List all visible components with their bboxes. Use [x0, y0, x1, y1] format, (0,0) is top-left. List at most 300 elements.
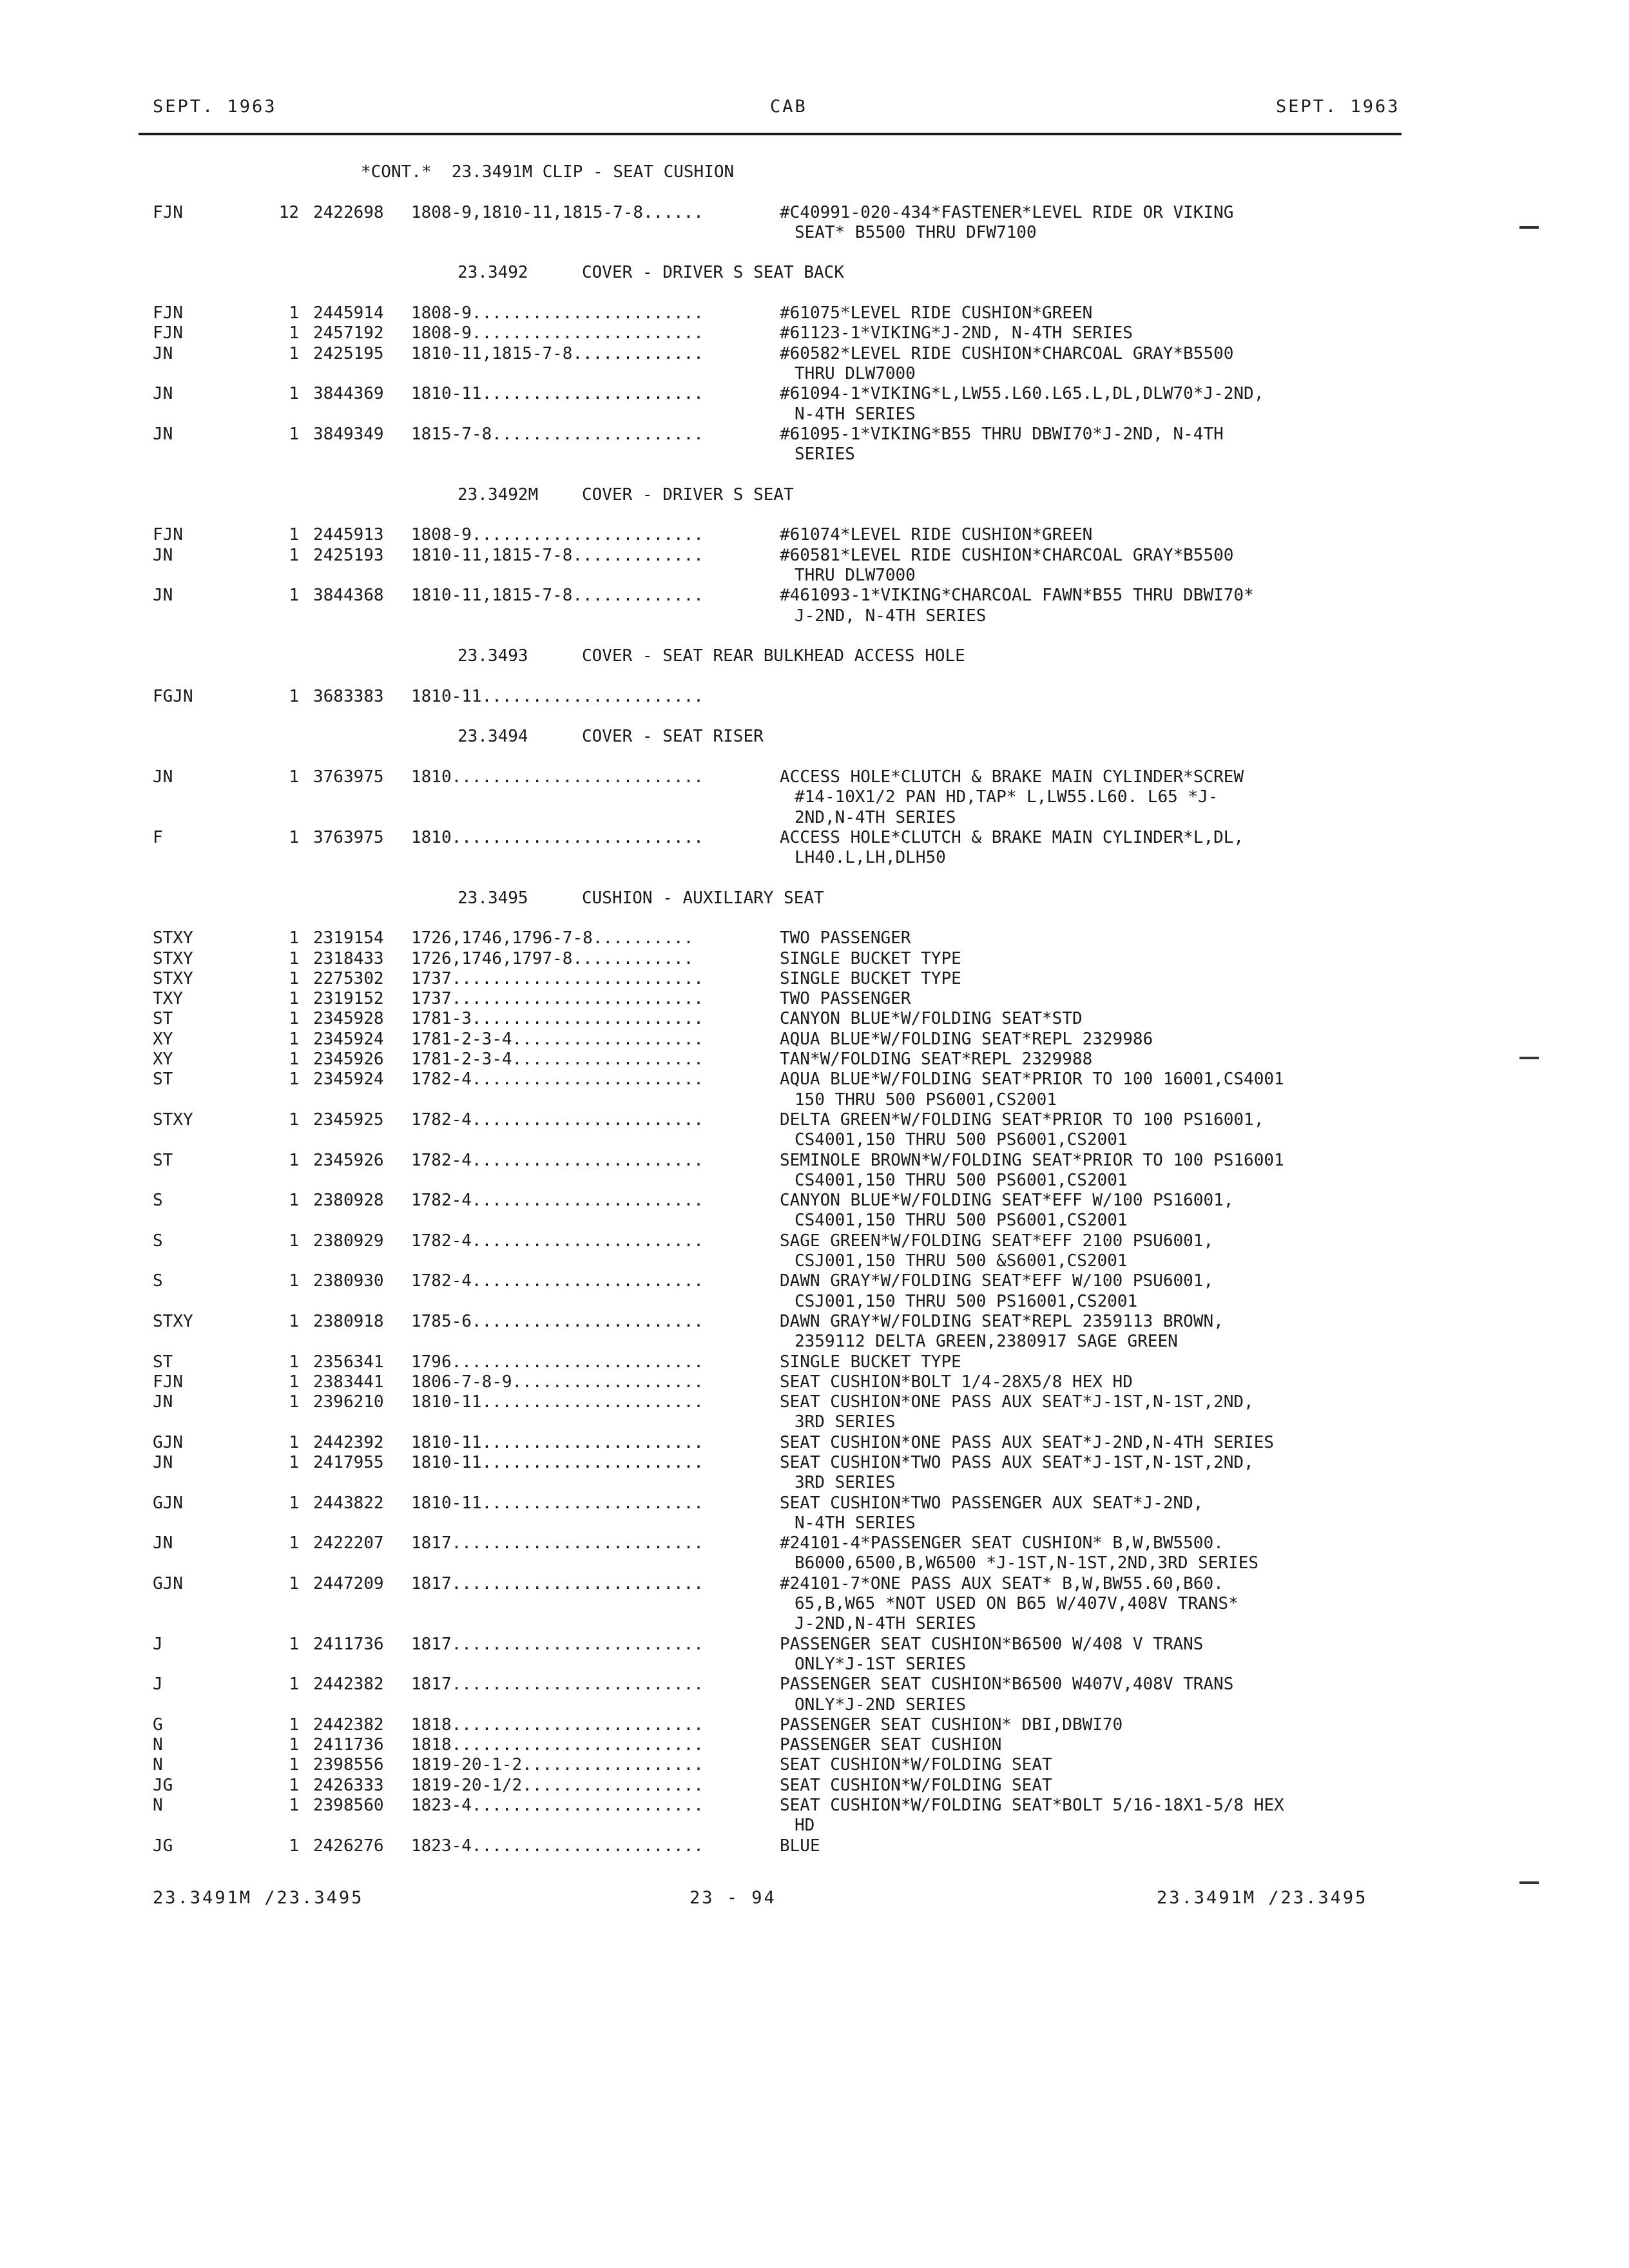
margin-mark — [1519, 1057, 1539, 1059]
description: TWO PASSENGER — [780, 989, 911, 1009]
part-number: 2442392 — [313, 1432, 384, 1452]
quantity: 1 — [289, 1533, 299, 1553]
description: SERIES — [795, 445, 855, 465]
description: AQUA BLUE*W/FOLDING SEAT*PRIOR TO 100 16001,CS4001 — [780, 1070, 1284, 1090]
spacer-row — [0, 666, 1629, 686]
description: #14-10X1/2 PAN HD,TAP* L,LW55.L60. L65 *J- — [795, 787, 1219, 807]
quantity: 1 — [289, 1573, 299, 1593]
description: SEAT CUSHION*TWO PASS AUX SEAT*J-1ST,N-1ST,2ND, — [780, 1453, 1254, 1472]
series-code: S — [153, 1271, 163, 1291]
header-rule — [139, 133, 1402, 135]
description: 3RD SERIES — [795, 1412, 896, 1432]
quantity: 1 — [289, 989, 299, 1009]
spacer-row — [0, 284, 1629, 303]
description: 3RD SERIES — [795, 1473, 896, 1493]
spacer-row — [0, 908, 1629, 928]
part-number: 2380929 — [313, 1231, 384, 1251]
quantity: 1 — [289, 1231, 299, 1251]
table-row-continuation — [0, 445, 1629, 465]
model-range: 1819-20-1/2.................. — [411, 1775, 704, 1795]
model-range: 1808-9....................... — [411, 525, 704, 545]
table-row — [0, 928, 1629, 948]
spacer-row — [0, 707, 1629, 727]
table-row-continuation — [0, 1171, 1629, 1191]
quantity: 1 — [289, 1836, 299, 1856]
part-number: 2426333 — [313, 1775, 384, 1795]
part-number: 2398556 — [313, 1755, 384, 1775]
table-row-continuation — [0, 1130, 1629, 1150]
model-range: 1823-4....................... — [411, 1836, 704, 1856]
table-row — [0, 1755, 1629, 1775]
model-range: 1817......................... — [411, 1634, 704, 1654]
table-row-continuation — [0, 1695, 1629, 1715]
quantity: 1 — [289, 1675, 299, 1695]
description: SEAT CUSHION*W/FOLDING SEAT — [780, 1775, 1052, 1795]
description: BLUE — [780, 1836, 820, 1856]
part-number: 2318433 — [313, 948, 384, 968]
series-code: ST — [153, 1070, 173, 1090]
table-row — [0, 586, 1629, 606]
table-row — [0, 969, 1629, 989]
model-range: 1810-11...................... — [411, 1432, 704, 1452]
model-range: 1808-9....................... — [411, 303, 704, 323]
part-number: 2356341 — [313, 1352, 384, 1372]
table-row — [0, 1533, 1629, 1553]
part-number: 2345926 — [313, 1150, 384, 1170]
description: #24101-4*PASSENGER SEAT CUSHION* B,W,BW5500. — [780, 1533, 1224, 1553]
quantity: 1 — [289, 1715, 299, 1735]
table-row — [0, 1110, 1629, 1130]
series-code: JG — [153, 1836, 173, 1856]
series-code: JG — [153, 1775, 173, 1795]
series-code: FJN — [153, 303, 183, 323]
part-number: 2398560 — [313, 1796, 384, 1816]
table-row-continuation — [0, 1412, 1629, 1432]
description: PASSENGER SEAT CUSHION*B6500 W/408 V TRANS — [780, 1634, 1204, 1654]
description: #60582*LEVEL RIDE CUSHION*CHARCOAL GRAY*B5500 — [780, 343, 1234, 363]
description: CANYON BLUE*W/FOLDING SEAT*STD — [780, 1009, 1083, 1029]
description: SEAT CUSHION*BOLT 1/4-28X5/8 HEX HD — [780, 1372, 1133, 1392]
table-row-continuation — [0, 1553, 1629, 1573]
quantity: 1 — [289, 968, 299, 988]
part-number: 2319152 — [313, 989, 384, 1009]
section-heading — [0, 727, 1629, 747]
description: 150 THRU 500 PS6001,CS2001 — [795, 1090, 1057, 1110]
description: CSJ001,150 THRU 500 PS16001,CS2001 — [795, 1291, 1138, 1311]
model-range: 1818......................... — [411, 1715, 704, 1735]
section-title: COVER - DRIVER S SEAT — [582, 485, 794, 505]
model-range: 1781-2-3-4................... — [411, 1029, 704, 1049]
quantity: 1 — [289, 1775, 299, 1795]
description: SINGLE BUCKET TYPE — [780, 968, 961, 988]
series-code: STXY — [153, 948, 193, 968]
table-row-continuation — [0, 1655, 1629, 1675]
series-code: GJN — [153, 1432, 183, 1452]
part-number: 2445913 — [313, 525, 384, 545]
series-code: ST — [153, 1150, 173, 1170]
table-row — [0, 1271, 1629, 1291]
section-title: COVER - SEAT RISER — [582, 727, 764, 747]
section-title: COVER - DRIVER S SEAT BACK — [582, 263, 844, 283]
model-range: 1810-11...................... — [411, 1493, 704, 1513]
part-number: 2411736 — [313, 1735, 384, 1755]
section-number: 23.3492M — [458, 485, 539, 505]
model-range: 1810......................... — [411, 827, 704, 847]
series-code: FJN — [153, 1372, 183, 1392]
model-range: 1781-2-3-4................... — [411, 1050, 704, 1070]
description: THRU DLW7000 — [795, 565, 916, 585]
part-number: 3844369 — [313, 384, 384, 404]
series-code: JN — [153, 1392, 173, 1412]
part-number: 3844368 — [313, 586, 384, 606]
quantity: 1 — [289, 1050, 299, 1070]
parts-list — [0, 162, 1629, 1876]
section-title: COVER - SEAT REAR BULKHEAD ACCESS HOLE — [582, 646, 965, 666]
table-row — [0, 1453, 1629, 1473]
model-range: 1796......................... — [411, 1352, 704, 1372]
quantity: 1 — [289, 525, 299, 545]
table-row — [0, 1050, 1629, 1070]
part-number: 3849349 — [313, 424, 384, 444]
part-number: 2417955 — [313, 1453, 384, 1472]
part-number: 2443822 — [313, 1493, 384, 1513]
description: #61075*LEVEL RIDE CUSHION*GREEN — [780, 303, 1093, 323]
spacer-row — [0, 465, 1629, 485]
table-row — [0, 1312, 1629, 1332]
description: PASSENGER SEAT CUSHION*B6500 W407V,408V TRANS — [780, 1675, 1234, 1695]
series-code: JN — [153, 767, 173, 787]
part-number: 2445914 — [313, 303, 384, 323]
series-code: JN — [153, 343, 173, 363]
table-row — [0, 1574, 1629, 1594]
series-code: J — [153, 1634, 163, 1654]
table-row-continuation — [0, 1090, 1629, 1110]
model-range: 1810-11,1815-7-8............. — [411, 586, 704, 606]
table-row — [0, 989, 1629, 1009]
table-row-continuation — [0, 808, 1629, 828]
model-range: 1808-9,1810-11,1815-7-8...... — [411, 202, 704, 222]
description: CANYON BLUE*W/FOLDING SEAT*EFF W/100 PS16001, — [780, 1191, 1234, 1211]
page-number: 23 - 94 — [689, 1888, 776, 1908]
spacer-row — [0, 1856, 1629, 1876]
quantity: 1 — [289, 1634, 299, 1654]
description: #461093-1*VIKING*CHARCOAL FAWN*B55 THRU DBWI70* — [780, 586, 1254, 606]
part-number: 2345925 — [313, 1110, 384, 1129]
table-row — [0, 1635, 1629, 1655]
quantity: 1 — [289, 1796, 299, 1816]
table-row — [0, 546, 1629, 566]
series-code: XY — [153, 1050, 173, 1070]
description: DAWN GRAY*W/FOLDING SEAT*REPL 2359113 BROWN, — [780, 1311, 1224, 1331]
table-row-continuation — [0, 566, 1629, 586]
description: SINGLE BUCKET TYPE — [780, 948, 961, 968]
part-number: 2411736 — [313, 1634, 384, 1654]
description: SEAT CUSHION*ONE PASS AUX SEAT*J-2ND,N-4TH SERIES — [780, 1432, 1275, 1452]
model-range: 1818......................... — [411, 1735, 704, 1755]
description: #C40991-020-434*FASTENER*LEVEL RIDE OR VIKING — [780, 202, 1234, 222]
description: 2359112 DELTA GREEN,2380917 SAGE GREEN — [795, 1332, 1178, 1352]
margin-mark — [1519, 1881, 1539, 1884]
description: CS4001,150 THRU 500 PS6001,CS2001 — [795, 1130, 1128, 1150]
model-range: 1823-4....................... — [411, 1796, 704, 1816]
model-range: 1781-3....................... — [411, 1009, 704, 1029]
description: HD — [795, 1816, 815, 1836]
quantity: 1 — [289, 827, 299, 847]
quantity: 1 — [289, 343, 299, 363]
description: #61074*LEVEL RIDE CUSHION*GREEN — [780, 525, 1093, 545]
table-row — [0, 1735, 1629, 1755]
description: N-4TH SERIES — [795, 404, 916, 424]
part-number: 2275302 — [313, 968, 384, 988]
series-code: G — [153, 1715, 163, 1735]
description: #61123-1*VIKING*J-2ND, N-4TH SERIES — [780, 323, 1133, 343]
quantity: 1 — [289, 1755, 299, 1775]
quantity: 1 — [289, 586, 299, 606]
description: SEAT CUSHION*ONE PASS AUX SEAT*J-1ST,N-1ST,2ND, — [780, 1392, 1254, 1412]
description: #60581*LEVEL RIDE CUSHION*CHARCOAL GRAY*B5500 — [780, 545, 1234, 565]
table-row — [0, 1433, 1629, 1453]
footer-range-left: 23.3491M /23.3495 — [153, 1888, 364, 1908]
series-code: N — [153, 1796, 163, 1816]
series-code: JN — [153, 384, 173, 404]
model-range: 1785-6....................... — [411, 1311, 704, 1331]
table-row — [0, 425, 1629, 445]
spacer-row — [0, 747, 1629, 767]
table-row — [0, 1009, 1629, 1029]
model-range: 1782-4....................... — [411, 1271, 704, 1291]
table-row — [0, 203, 1629, 223]
quantity: 1 — [289, 1150, 299, 1170]
quantity: 1 — [289, 323, 299, 343]
table-row-continuation — [0, 1514, 1629, 1533]
model-range: 1810-11,1815-7-8............. — [411, 545, 704, 565]
quantity: 1 — [289, 1372, 299, 1392]
description: ONLY*J-1ST SERIES — [795, 1654, 967, 1674]
header-section: CAB — [770, 97, 807, 117]
description: DELTA GREEN*W/FOLDING SEAT*PRIOR TO 100 PS16001, — [780, 1110, 1264, 1129]
description: LH40.L,LH,DLH50 — [795, 848, 946, 868]
part-number: 2425193 — [313, 545, 384, 565]
table-row — [0, 1151, 1629, 1171]
table-row — [0, 525, 1629, 545]
table-row-continuation — [0, 364, 1629, 384]
quantity: 1 — [289, 1070, 299, 1090]
description: #61094-1*VIKING*L,LW55.L60.L65.L,DL,DLW70*J-2ND, — [780, 384, 1264, 404]
table-row-continuation — [0, 848, 1629, 868]
table-row-continuation — [0, 1211, 1629, 1231]
description: SINGLE BUCKET TYPE — [780, 1352, 961, 1372]
table-row — [0, 1372, 1629, 1392]
quantity: 1 — [289, 1432, 299, 1452]
part-number: 2380918 — [313, 1311, 384, 1331]
quantity: 1 — [289, 384, 299, 404]
part-number: 2442382 — [313, 1675, 384, 1695]
quantity: 1 — [289, 767, 299, 787]
series-code: STXY — [153, 1110, 193, 1129]
quantity: 1 — [289, 424, 299, 444]
table-row — [0, 828, 1629, 848]
quantity: 1 — [289, 1493, 299, 1513]
quantity: 1 — [289, 1352, 299, 1372]
continued-heading: *CONT.* 23.3491M CLIP - SEAT CUSHION — [361, 162, 735, 182]
table-row — [0, 687, 1629, 707]
table-row — [0, 1715, 1629, 1735]
series-code: JN — [153, 545, 173, 565]
series-code: N — [153, 1735, 163, 1755]
description: TWO PASSENGER — [780, 928, 911, 948]
series-code: JN — [153, 1533, 173, 1553]
series-code: FJN — [153, 525, 183, 545]
part-number: 2425195 — [313, 343, 384, 363]
description: #61095-1*VIKING*B55 THRU DBWI70*J-2ND, N-4TH — [780, 424, 1224, 444]
model-range: 1782-4....................... — [411, 1191, 704, 1211]
table-row-continuation — [0, 223, 1629, 243]
model-range: 1810-11...................... — [411, 384, 704, 404]
table-row — [0, 344, 1629, 364]
spacer-row — [0, 868, 1629, 888]
series-code: STXY — [153, 968, 193, 988]
description: ONLY*J-2ND SERIES — [795, 1695, 967, 1715]
table-row-continuation — [0, 787, 1629, 807]
model-range: 1810......................... — [411, 767, 704, 787]
series-code: JN — [153, 424, 173, 444]
description: SEAT CUSHION*TWO PASSENGER AUX SEAT*J-2ND, — [780, 1493, 1204, 1513]
table-row — [0, 1796, 1629, 1816]
quantity: 1 — [289, 1191, 299, 1211]
model-range: 1782-4....................... — [411, 1150, 704, 1170]
table-row-continuation — [0, 1332, 1629, 1352]
table-row — [0, 1776, 1629, 1796]
model-range: 1806-7-8-9................... — [411, 1372, 704, 1392]
description: ACCESS HOLE*CLUTCH & BRAKE MAIN CYLINDER*SCREW — [780, 767, 1244, 787]
quantity: 1 — [289, 1271, 299, 1291]
description: N-4TH SERIES — [795, 1513, 916, 1533]
series-code: GJN — [153, 1493, 183, 1513]
table-row — [0, 1392, 1629, 1412]
model-range: 1817......................... — [411, 1533, 704, 1553]
description: SEAT* B5500 THRU DFW7100 — [795, 222, 1037, 242]
description: #24101-7*ONE PASS AUX SEAT* B,W,BW55.60,B60. — [780, 1573, 1224, 1593]
series-code: STXY — [153, 1311, 193, 1331]
section-heading — [0, 263, 1629, 283]
series-code: F — [153, 827, 163, 847]
series-code: S — [153, 1231, 163, 1251]
table-row — [0, 1352, 1629, 1372]
part-number: 3683383 — [313, 686, 384, 706]
spacer-row — [0, 243, 1629, 263]
series-code: GJN — [153, 1573, 183, 1593]
description: CS4001,150 THRU 500 PS6001,CS2001 — [795, 1211, 1128, 1231]
section-title: CUSHION - AUXILIARY SEAT — [582, 888, 824, 908]
quantity: 1 — [289, 1311, 299, 1331]
model-range: 1810-11...................... — [411, 686, 704, 706]
series-code: ST — [153, 1352, 173, 1372]
table-row — [0, 303, 1629, 323]
part-number: 2380928 — [313, 1191, 384, 1211]
section-number: 23.3495 — [458, 888, 528, 908]
description: SAGE GREEN*W/FOLDING SEAT*EFF 2100 PSU6001, — [780, 1231, 1214, 1251]
table-row-continuation — [0, 606, 1629, 626]
description: SEAT CUSHION*W/FOLDING SEAT — [780, 1755, 1052, 1775]
table-row — [0, 1836, 1629, 1856]
description: J-2ND,N-4TH SERIES — [795, 1614, 976, 1634]
section-number: 23.3493 — [458, 646, 528, 666]
section-heading — [0, 889, 1629, 908]
model-range: 1726,1746,1796-7-8.......... — [411, 928, 694, 948]
description: SEAT CUSHION*W/FOLDING SEAT*BOLT 5/16-18X1-5/8 HEX — [780, 1796, 1284, 1816]
description: J-2ND, N-4TH SERIES — [795, 606, 987, 626]
series-code: JN — [153, 1453, 173, 1472]
series-code: FJN — [153, 323, 183, 343]
description: PASSENGER SEAT CUSHION — [780, 1735, 1002, 1755]
description: 2ND,N-4TH SERIES — [795, 807, 956, 827]
part-number: 2345926 — [313, 1050, 384, 1070]
series-code: J — [153, 1675, 163, 1695]
quantity: 1 — [289, 1029, 299, 1049]
model-range: 1782-4....................... — [411, 1110, 704, 1129]
model-range: 1782-4....................... — [411, 1231, 704, 1251]
quantity: 1 — [289, 545, 299, 565]
model-range: 1808-9....................... — [411, 323, 704, 343]
table-row — [0, 1675, 1629, 1695]
model-range: 1810-11,1815-7-8............. — [411, 343, 704, 363]
table-row — [0, 1494, 1629, 1514]
spacer-row — [0, 626, 1629, 646]
part-number: 2396210 — [313, 1392, 384, 1412]
quantity: 1 — [289, 1392, 299, 1412]
table-row — [0, 1191, 1629, 1211]
series-code: TXY — [153, 989, 183, 1009]
series-code: ST — [153, 1009, 173, 1029]
table-row — [0, 949, 1629, 969]
table-row-continuation — [0, 1292, 1629, 1312]
series-code: N — [153, 1755, 163, 1775]
table-row — [0, 384, 1629, 404]
table-row — [0, 323, 1629, 343]
part-number: 2442382 — [313, 1715, 384, 1735]
part-number: 3763975 — [313, 827, 384, 847]
description: 65,B,W65 *NOT USED ON B65 W/407V,408V TRANS* — [795, 1594, 1239, 1614]
description: PASSENGER SEAT CUSHION* DBI,DBWI70 — [780, 1715, 1123, 1735]
table-row-continuation — [0, 1251, 1629, 1271]
spacer-row — [0, 505, 1629, 525]
part-number: 2447209 — [313, 1573, 384, 1593]
quantity: 1 — [289, 1009, 299, 1029]
quantity: 1 — [289, 1735, 299, 1755]
description: ACCESS HOLE*CLUTCH & BRAKE MAIN CYLINDER*L,DL, — [780, 827, 1244, 847]
description: AQUA BLUE*W/FOLDING SEAT*REPL 2329986 — [780, 1029, 1153, 1049]
header-date-right: SEPT. 1963 — [1276, 97, 1400, 117]
part-number: 2426276 — [313, 1836, 384, 1856]
description: CSJ001,150 THRU 500 &S6001,CS2001 — [795, 1251, 1128, 1271]
model-range: 1810-11...................... — [411, 1453, 704, 1472]
part-number: 3763975 — [313, 767, 384, 787]
model-range: 1737......................... — [411, 968, 704, 988]
series-code: STXY — [153, 928, 193, 948]
description: DAWN GRAY*W/FOLDING SEAT*EFF W/100 PSU6001, — [780, 1271, 1214, 1291]
quantity: 12 — [278, 202, 299, 222]
description: CS4001,150 THRU 500 PS6001,CS2001 — [795, 1170, 1128, 1190]
margin-mark — [1519, 226, 1539, 229]
part-number: 2319154 — [313, 928, 384, 948]
table-row — [0, 1070, 1629, 1090]
description: SEMINOLE BROWN*W/FOLDING SEAT*PRIOR TO 100 PS16001 — [780, 1150, 1284, 1170]
spacer-row — [0, 182, 1629, 202]
description: B6000,6500,B,W6500 *J-1ST,N-1ST,2ND,3RD SERIES — [795, 1553, 1259, 1573]
part-number: 2422698 — [313, 202, 384, 222]
table-row-continuation — [0, 405, 1629, 425]
section-heading — [0, 485, 1629, 505]
